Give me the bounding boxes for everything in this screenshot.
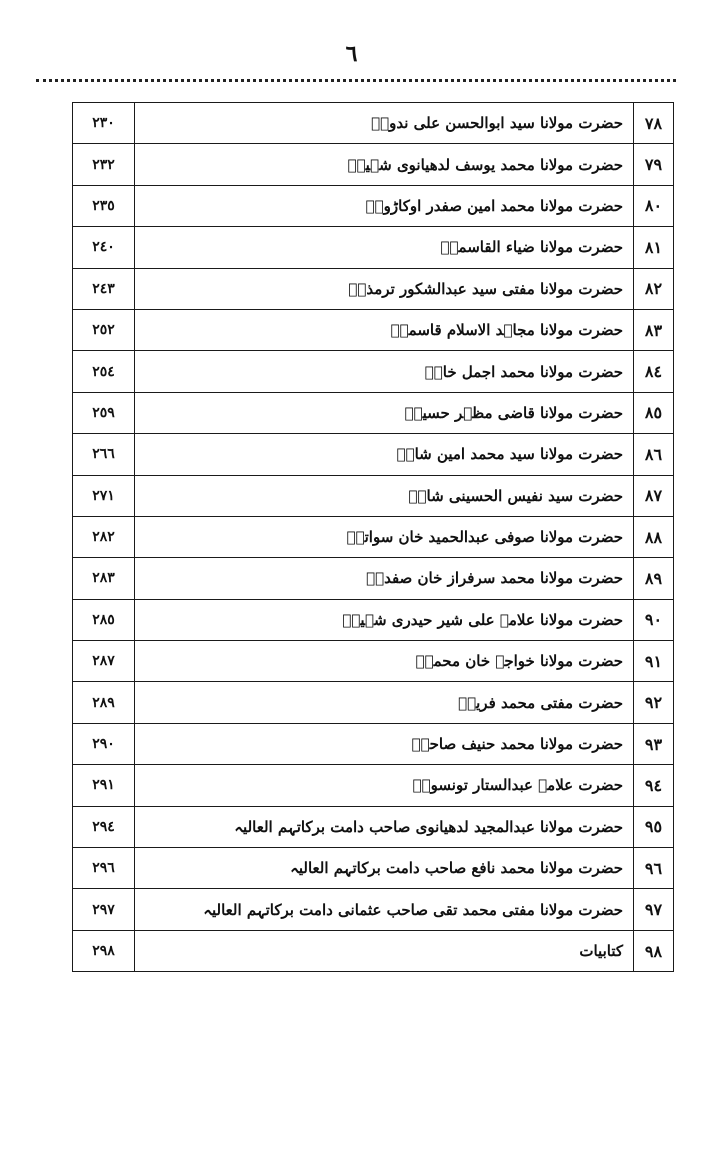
entry-title: حضرت مولانا علامہ علی شیر حیدری شہیدؒ	[135, 599, 634, 640]
entry-number: ٩٤	[634, 765, 674, 806]
entry-title: حضرت مولانا مفتی محمد تقی صاحب عثمانی دامت برکاتہم العالیہ	[135, 889, 634, 930]
entry-title: حضرت مولانا سید محمد امین شاہؒ	[135, 434, 634, 475]
entry-number: ٨٣	[634, 309, 674, 350]
table-row	[73, 558, 674, 599]
entry-number: ٨٤	[634, 351, 674, 392]
entry-page-number: ٢٩٦	[73, 848, 135, 889]
entry-page-number: ٢٩١	[73, 765, 135, 806]
entry-title: حضرت مولانا محمد سرفراز خان صفدرؒ	[135, 558, 634, 599]
entry-number: ٩١	[634, 641, 674, 682]
entry-page-number: ٢٨٣	[73, 558, 135, 599]
entry-number: ٧٨	[634, 103, 674, 144]
entry-page-number: ٢٨٩	[73, 682, 135, 723]
entry-title: حضرت مولانا سید ابوالحسن علی ندویؒ	[135, 103, 634, 144]
entry-number: ٧٩	[634, 144, 674, 185]
entry-title: حضرت مولانا عبدالمجید لدھیانوی صاحب دامت برکاتہم العالیہ	[135, 806, 634, 847]
table-row	[73, 351, 674, 392]
table-row	[73, 392, 674, 433]
entry-number: ٨٩	[634, 558, 674, 599]
entry-title: حضرت مولانا محمد اجمل خانؒ	[135, 351, 634, 392]
entry-title: حضرت مولانا خواجہ خان محمدؒ	[135, 641, 634, 682]
table-row	[73, 930, 674, 971]
table-row	[73, 103, 674, 144]
entry-page-number: ٢٤٠	[73, 227, 135, 268]
table-row	[73, 765, 674, 806]
entry-page-number: ٢٦٦	[73, 434, 135, 475]
table-row	[73, 682, 674, 723]
entry-number: ٨١	[634, 227, 674, 268]
toc-body	[73, 103, 674, 972]
entry-title: حضرت مولانا محمد یوسف لدھیانوی شہیدؒ	[135, 144, 634, 185]
entry-title: کتابیات	[135, 930, 634, 971]
entry-title: حضرت مفتی محمد فریدؒ	[135, 682, 634, 723]
entry-number: ٩٧	[634, 889, 674, 930]
entry-page-number: ٢٩٤	[73, 806, 135, 847]
entry-page-number: ٢٩٠	[73, 723, 135, 764]
header-dotted-divider	[36, 79, 676, 82]
entry-page-number: ٢٥٩	[73, 392, 135, 433]
table-row	[73, 806, 674, 847]
table-row	[73, 185, 674, 226]
table-row	[73, 227, 674, 268]
table-row	[73, 475, 674, 516]
entry-page-number: ٢٨٥	[73, 599, 135, 640]
entry-page-number: ٢٥٢	[73, 309, 135, 350]
entry-number: ٩٦	[634, 848, 674, 889]
entry-title: حضرت مولانا محمد نافع صاحب دامت برکاتہم العالیہ	[135, 848, 634, 889]
entry-page-number: ٢٩٧	[73, 889, 135, 930]
entry-page-number: ٢٣٠	[73, 103, 135, 144]
entry-number: ٩٣	[634, 723, 674, 764]
entry-number: ٨٥	[634, 392, 674, 433]
table-row	[73, 434, 674, 475]
entry-title: حضرت مولانا قاضی مظہر حسینؒ	[135, 392, 634, 433]
entry-title: حضرت مولانا ضیاء القاسمیؒ	[135, 227, 634, 268]
table-row	[73, 889, 674, 930]
entry-page-number: ٢٣٥	[73, 185, 135, 226]
table-row	[73, 516, 674, 557]
entry-page-number: ٢٥٤	[73, 351, 135, 392]
table-row	[73, 848, 674, 889]
table-row	[73, 641, 674, 682]
entry-number: ٩٨	[634, 930, 674, 971]
table-row	[73, 309, 674, 350]
entry-title: حضرت مولانا مجاہد الاسلام قاسمیؒ	[135, 309, 634, 350]
entry-title: حضرت مولانا صوفی عبدالحمید خان سواتیؒ	[135, 516, 634, 557]
entry-title: حضرت مولانا مفتی سید عبدالشکور ترمذیؒ	[135, 268, 634, 309]
table-row	[73, 723, 674, 764]
entry-page-number: ٢٨٧	[73, 641, 135, 682]
entry-title: حضرت سید نفیس الحسینی شاہؒ	[135, 475, 634, 516]
page-number: ٦	[345, 41, 358, 67]
table-of-contents	[72, 102, 674, 972]
table-row	[73, 144, 674, 185]
entry-page-number: ٢٨٢	[73, 516, 135, 557]
entry-number: ٩٠	[634, 599, 674, 640]
table-row	[73, 599, 674, 640]
entry-title: حضرت علامہ عبدالستار تونسویؒ	[135, 765, 634, 806]
entry-page-number: ٢٣٢	[73, 144, 135, 185]
entry-number: ٨٧	[634, 475, 674, 516]
entry-number: ٨٢	[634, 268, 674, 309]
entry-title: حضرت مولانا محمد حنیف صاحبؒ	[135, 723, 634, 764]
entry-number: ٩٥	[634, 806, 674, 847]
table-row	[73, 268, 674, 309]
entry-number: ٩٢	[634, 682, 674, 723]
entry-page-number: ٢٩٨	[73, 930, 135, 971]
entry-page-number: ٢٤٣	[73, 268, 135, 309]
entry-page-number: ٢٧١	[73, 475, 135, 516]
entry-number: ٨٦	[634, 434, 674, 475]
entry-number: ٨٨	[634, 516, 674, 557]
entry-title: حضرت مولانا محمد امین صفدر اوکاڑویؒ	[135, 185, 634, 226]
entry-number: ٨٠	[634, 185, 674, 226]
